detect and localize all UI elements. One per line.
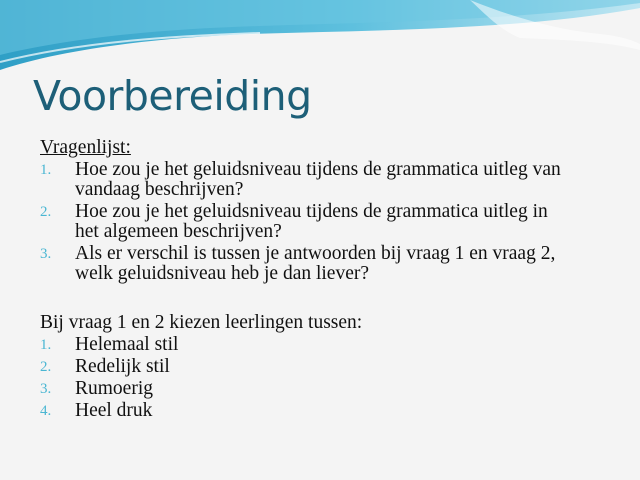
list-number: 2. <box>40 359 52 375</box>
options-intro: Bij vraag 1 en 2 kiezen leerlingen tussen: <box>40 312 363 333</box>
list-number: 2. <box>40 204 52 220</box>
slide-body <box>40 138 630 423</box>
question-text: Als er verschil is tussen je antwoorden bij vraag 1 en vraag 2, welk geluidsniveau heb je dan liever? <box>75 243 556 284</box>
list-item <box>40 357 630 377</box>
list-number: 3. <box>40 381 52 397</box>
option-text: Redelijk stil <box>75 356 170 377</box>
header-wave-decoration <box>0 0 640 80</box>
questionnaire-heading: Vragenlijst: <box>40 137 131 158</box>
list-number: 1. <box>40 162 52 178</box>
list-item <box>40 401 630 421</box>
question-list <box>40 160 630 284</box>
option-text: Heel druk <box>75 400 153 421</box>
list-number: 3. <box>40 246 52 262</box>
option-text: Rumoerig <box>75 378 153 399</box>
list-item <box>40 202 630 242</box>
list-number: 1. <box>40 337 52 353</box>
options-list <box>40 335 630 421</box>
option-text: Helemaal stil <box>75 334 179 355</box>
list-item <box>40 160 630 200</box>
slide-title: Voorbereiding <box>33 72 312 120</box>
list-item <box>40 244 630 284</box>
question-text: Hoe zou je het geluidsniveau tijdens de grammatica uitleg in het algemeen beschrijven? <box>75 201 548 242</box>
question-text: Hoe zou je het geluidsniveau tijdens de grammatica uitleg van vandaag beschrijven? <box>75 159 561 200</box>
list-number: 4. <box>40 403 52 419</box>
list-item <box>40 335 630 355</box>
list-item <box>40 379 630 399</box>
